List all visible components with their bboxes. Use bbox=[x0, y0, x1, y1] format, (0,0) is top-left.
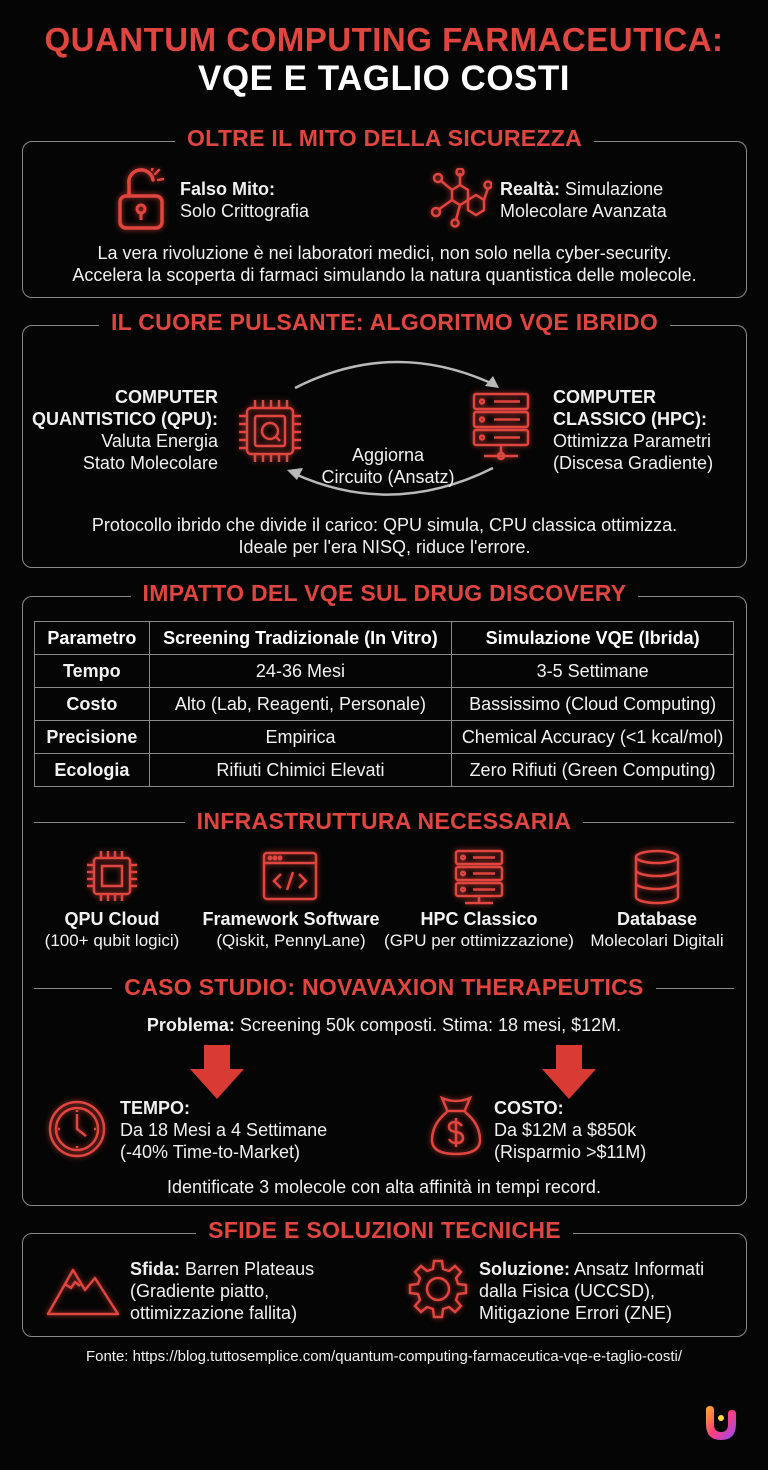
table-header: Parametro bbox=[35, 622, 150, 655]
myth-reality bbox=[500, 178, 667, 222]
infra-item-name: Database bbox=[616, 909, 698, 929]
challenge-label: Sfida: bbox=[130, 1259, 181, 1279]
case-time-2: (-40% Time-to-Market) bbox=[120, 1142, 301, 1162]
table-header-row bbox=[35, 622, 734, 655]
myth-false-text: Solo Crittografia bbox=[180, 201, 310, 221]
infra-item-hpc bbox=[384, 908, 574, 952]
database-icon bbox=[632, 848, 682, 906]
vqe-body-2: Ideale per l'era NISQ, riduce l'errore. bbox=[238, 537, 531, 557]
table-cell: Costo bbox=[35, 688, 150, 721]
chip-icon bbox=[84, 848, 140, 904]
solution-text-2: dalla Fisica (UCCSD), bbox=[479, 1281, 656, 1301]
infra-item-qpu-cloud bbox=[22, 908, 202, 952]
case-cost bbox=[494, 1097, 646, 1163]
case-result-text: Identificate 3 molecole con alta affinità in tempi record. bbox=[167, 1177, 601, 1197]
table-row bbox=[35, 655, 734, 688]
myth-body-2: Accelera la scoperta di farmaci simulando la natura quantistica delle molecole. bbox=[72, 265, 697, 285]
myth-section bbox=[22, 125, 747, 298]
table-cell: Bassissimo (Cloud Computing) bbox=[452, 688, 734, 721]
case-time-1: Da 18 Mesi a 4 Settimane bbox=[120, 1120, 328, 1140]
hpc-title-1: COMPUTER bbox=[553, 387, 656, 407]
table-cell: Rifiuti Chimici Elevati bbox=[149, 754, 452, 787]
brand-logo bbox=[702, 1404, 740, 1447]
case-divider bbox=[34, 974, 734, 1000]
loop-label bbox=[303, 444, 473, 488]
case-heading: CASO STUDIO: NOVAVAXION THERAPEUTICS bbox=[112, 974, 655, 1000]
infra-item-sub: (100+ qubit logici) bbox=[44, 931, 180, 950]
source-link[interactable]: Fonte: https://blog.tuttosemplice.com/quantum-computing-farmaceutica-vqe-e-taglio-costi/ bbox=[85, 1348, 683, 1365]
challenge-block bbox=[130, 1258, 314, 1324]
infra-divider bbox=[34, 808, 734, 834]
challenge-text-1: Barren Plateaus bbox=[185, 1259, 315, 1279]
infra-item-sub: Molecolari Digitali bbox=[590, 931, 724, 950]
qpu-title-2: QUANTISTICO (QPU): bbox=[32, 409, 218, 429]
infra-item-framework bbox=[196, 908, 386, 952]
infra-item-sub: (Qiskit, PennyLane) bbox=[216, 931, 366, 950]
myth-body-1: La vera rivoluzione è nei laboratori medici, non solo nella cyber-security. bbox=[97, 243, 672, 263]
qpu-text-2: Stato Molecolare bbox=[82, 453, 218, 473]
case-result bbox=[0, 1176, 768, 1198]
solution-text-3: Mitigazione Errori (ZNE) bbox=[479, 1303, 673, 1323]
hpc-text-2: (Discesa Gradiente) bbox=[553, 453, 714, 473]
mountain-icon bbox=[45, 1260, 121, 1318]
clock-icon bbox=[46, 1098, 108, 1160]
table-row bbox=[35, 721, 734, 754]
comparison-table bbox=[34, 621, 734, 787]
table-header: Simulazione VQE (Ibrida) bbox=[452, 622, 734, 655]
table-cell: Alto (Lab, Reagenti, Personale) bbox=[149, 688, 452, 721]
table-row bbox=[35, 754, 734, 787]
down-arrow-icon bbox=[188, 1043, 246, 1101]
vqe-body bbox=[23, 514, 746, 558]
qpu-text-1: Valuta Energia bbox=[101, 431, 218, 451]
solution-label: Soluzione: bbox=[479, 1259, 570, 1279]
myth-reality-text-2: Molecolare Avanzata bbox=[500, 201, 667, 221]
table-header: Screening Tradizionale (In Vitro) bbox=[149, 622, 452, 655]
server-icon bbox=[470, 390, 532, 462]
down-arrow-icon bbox=[540, 1043, 598, 1101]
loop-label-1: Aggiorna bbox=[351, 445, 425, 465]
myth-body bbox=[23, 242, 746, 286]
challenges-heading: SFIDE E SOLUZIONI TECNICHE bbox=[196, 1217, 573, 1243]
challenges-section bbox=[22, 1217, 747, 1337]
table-cell: Precisione bbox=[35, 721, 150, 754]
infra-item-database bbox=[572, 908, 742, 952]
case-cost-2: (Risparmio >$11M) bbox=[494, 1142, 647, 1162]
molecule-icon bbox=[426, 168, 492, 228]
myth-false-label: Falso Mito: bbox=[180, 179, 275, 199]
unlocked-padlock-icon bbox=[117, 168, 167, 230]
case-problem-label: Problema: bbox=[146, 1015, 235, 1035]
qpu-title-1: COMPUTER bbox=[115, 387, 218, 407]
myth-heading: OLTRE IL MITO DELLA SICUREZZA bbox=[175, 125, 594, 151]
vqe-body-1: Protocollo ibrido che divide il carico: QPU simula, CPU classica ottimizza. bbox=[91, 515, 678, 535]
impact-heading: IMPATTO DEL VQE SUL DRUG DISCOVERY bbox=[131, 580, 639, 606]
gear-icon bbox=[407, 1258, 469, 1320]
hpc-block bbox=[553, 386, 713, 474]
myth-reality-text-1: Simulazione bbox=[565, 179, 664, 199]
table-cell: Chemical Accuracy (<1 kcal/mol) bbox=[452, 721, 734, 754]
solution-text-1: Ansatz Informati bbox=[574, 1259, 705, 1279]
qpu-block bbox=[23, 386, 218, 474]
infra-item-name: QPU Cloud bbox=[64, 909, 160, 929]
hpc-title-2: CLASSICO (HPC): bbox=[553, 409, 707, 429]
money-bag-icon bbox=[428, 1094, 484, 1158]
challenge-text-2: (Gradiente piatto, bbox=[130, 1281, 270, 1301]
table-cell: Zero Rifiuti (Green Computing) bbox=[452, 754, 734, 787]
table-cell: 24-36 Mesi bbox=[149, 655, 452, 688]
title-line-2: VQE E TAGLIO COSTI bbox=[198, 58, 570, 98]
title-line-1: QUANTUM COMPUTING FARMACEUTICA: bbox=[44, 21, 724, 58]
myth-reality-label: Realtà: bbox=[500, 179, 561, 199]
vqe-section bbox=[22, 309, 747, 568]
table-cell: Tempo bbox=[35, 655, 150, 688]
page-title bbox=[0, 22, 768, 98]
table-row bbox=[35, 688, 734, 721]
challenge-text-3: ottimizzazione fallita) bbox=[130, 1303, 298, 1323]
hpc-text-1: Ottimizza Parametri bbox=[553, 431, 712, 451]
table-cell: Ecologia bbox=[35, 754, 150, 787]
server-icon bbox=[453, 848, 505, 906]
case-problem bbox=[0, 1014, 768, 1036]
case-cost-1: Da $12M a $850k bbox=[494, 1120, 637, 1140]
case-time bbox=[120, 1097, 327, 1163]
table-cell: 3-5 Settimane bbox=[452, 655, 734, 688]
myth-false bbox=[180, 178, 309, 222]
infra-item-name: Framework Software bbox=[202, 909, 380, 929]
infra-heading: INFRASTRUTTURA NECESSARIA bbox=[185, 808, 584, 834]
vqe-heading: IL CUORE PULSANTE: ALGORITMO VQE IBRIDO bbox=[99, 309, 670, 335]
case-time-label: TEMPO: bbox=[120, 1098, 190, 1118]
case-problem-text: Screening 50k composti. Stima: 18 mesi, $12M. bbox=[239, 1015, 622, 1035]
case-cost-label: COSTO: bbox=[494, 1098, 564, 1118]
solution-block bbox=[479, 1258, 704, 1324]
infra-item-sub: (GPU per ottimizzazione) bbox=[384, 931, 574, 950]
code-window-icon bbox=[261, 850, 319, 902]
table-cell: Empirica bbox=[149, 721, 452, 754]
infra-item-name: HPC Classico bbox=[420, 909, 538, 929]
loop-label-2: Circuito (Ansatz) bbox=[321, 467, 455, 487]
